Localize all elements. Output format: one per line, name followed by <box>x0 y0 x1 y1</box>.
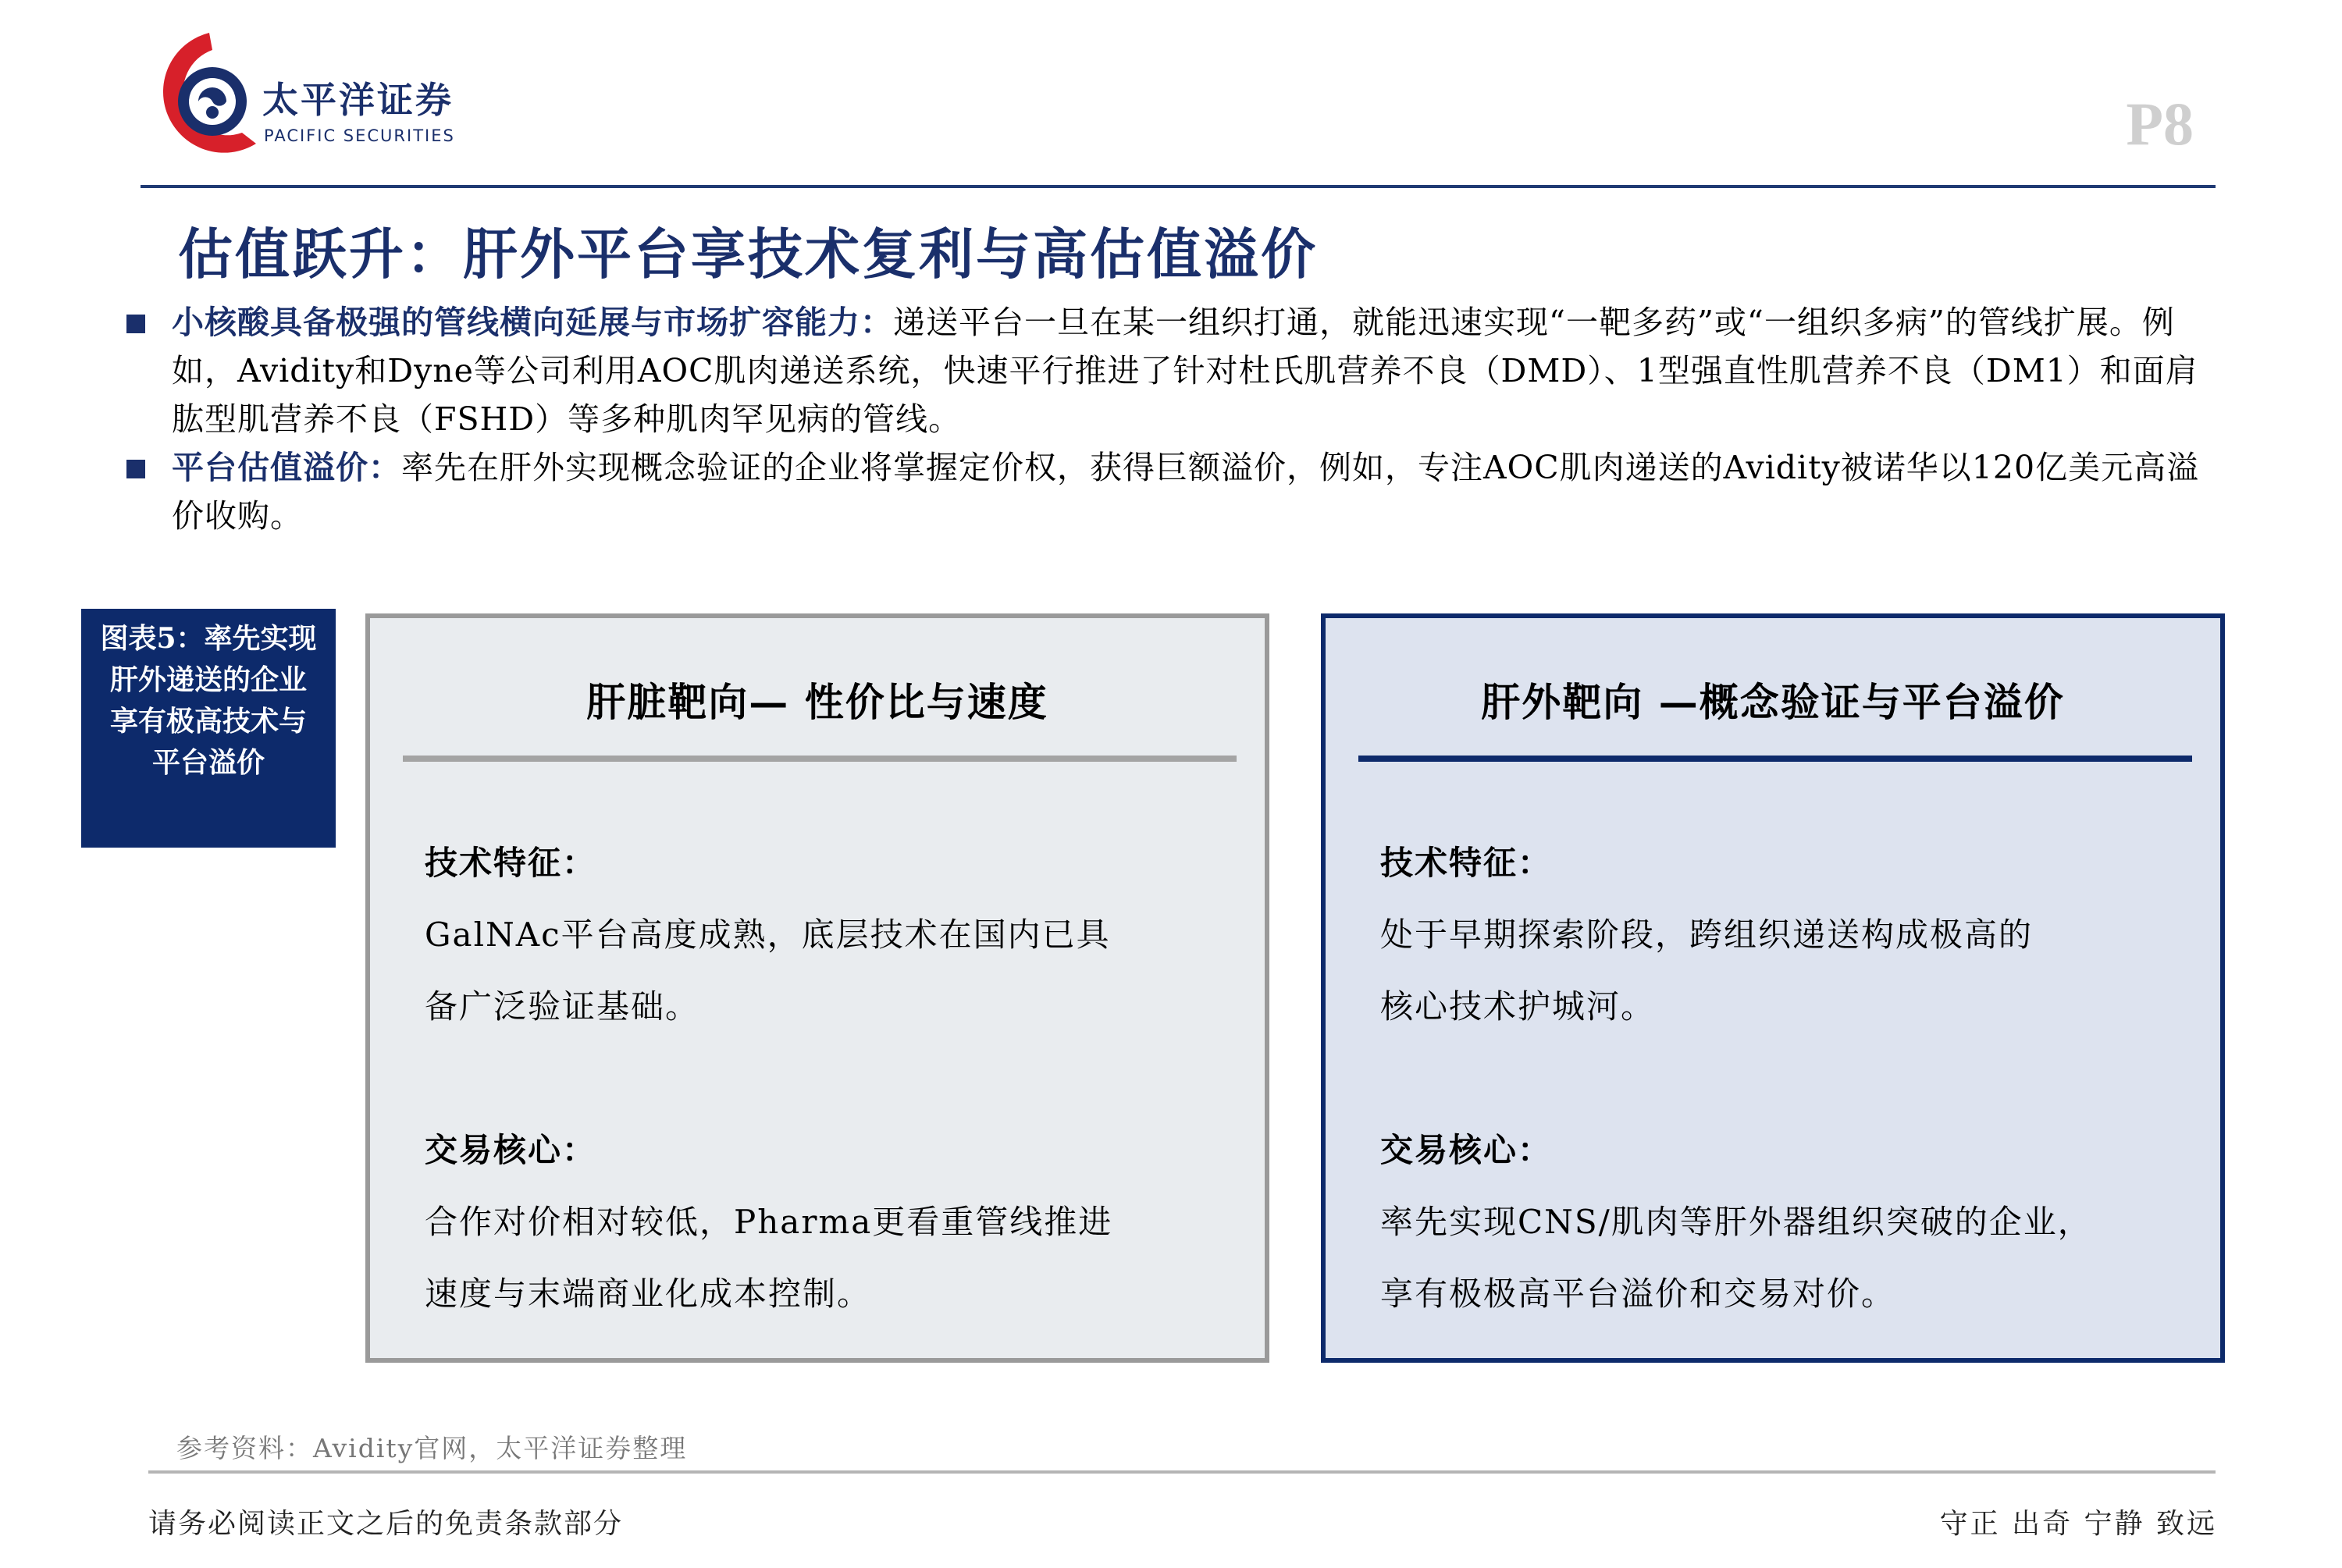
square-bullet-icon <box>126 460 145 478</box>
bullet-lead: 小核酸具备极强的管线横向延展与市场扩容能力： <box>172 304 893 341</box>
deal-core-line: 速度与末端商业化成本控制。 <box>425 1275 872 1313</box>
company-motto: 守正 出奇 宁静 致远 <box>1939 1508 2217 1540</box>
panel-body <box>425 827 1233 1330</box>
panel-heading: 肝脏靶向— 性价比与速度 <box>586 679 1048 725</box>
company-logo <box>147 27 475 175</box>
panel-divider <box>403 756 1237 762</box>
bullet-list <box>125 298 2201 540</box>
deal-core-title: 交易核心： <box>1380 1131 1553 1169</box>
logo-english-name: PACIFIC SECURITIES <box>264 126 455 145</box>
footer-divider <box>148 1470 2216 1474</box>
header-divider <box>141 185 2216 188</box>
deal-core-title: 交易核心： <box>425 1131 597 1169</box>
bullet-text: 率先在肝外实现概念验证的企业将掌握定价权，获得巨额溢价，例如，专注AOC肌肉递送的Avidity被诺华以120亿美元高溢价收购。 <box>172 449 2200 535</box>
panel-divider <box>1358 756 2192 762</box>
disclaimer-text: 请务必阅读正文之后的免责条款部分 <box>148 1508 624 1540</box>
source-note: 参考资料：Avidity官网，太平洋证券整理 <box>176 1433 688 1463</box>
panel-heading: 肝外靶向 —概念验证与平台溢价 <box>1481 679 2065 725</box>
bullet-text: 递送平台一旦在某一组织打通，就能迅速实现“一靶多药”或“一组织多病”的管线扩展。例如，Avidity和Dyne等公司利用AOC肌肉递送系统，快速平行推进了针对杜氏肌营养不良（DMD）、1型强直性肌营养不良（DM1）和面肩肱型肌营养不良（FSHD）等多种肌肉罕见病的管线。 <box>172 304 2198 438</box>
extrahepatic-targeting-panel <box>1321 613 2225 1363</box>
liver-targeting-panel <box>365 613 1269 1363</box>
tech-feature-title: 技术特征： <box>1380 844 1553 882</box>
deal-core-line: 享有极极高平台溢价和交易对价。 <box>1380 1275 1896 1313</box>
page-title: 估值跃升：肝外平台享技术复利与高估值溢价 <box>178 222 1318 286</box>
logo-chinese-name: 太平洋证券 <box>262 79 454 121</box>
tech-feature-line: 备广泛验证基础。 <box>425 987 700 1026</box>
square-bullet-icon <box>126 315 145 333</box>
panel-body <box>1380 827 2189 1330</box>
deal-core-line: 合作对价相对较低，Pharma更看重管线推进 <box>425 1203 1113 1241</box>
deal-core-line: 率先实现CNS/肌肉等肝外器组织突破的企业， <box>1380 1203 2092 1241</box>
tech-feature-line: 核心技术护城河。 <box>1380 987 1656 1026</box>
bullet-lead: 平台估值溢价： <box>172 449 401 486</box>
tech-feature-line: 处于早期探索阶段，跨组织递送构成极高的 <box>1380 916 2034 954</box>
tech-feature-line: GalNAc平台高度成熟，底层技术在国内已具 <box>425 916 1111 954</box>
tech-feature-title: 技术特征： <box>425 844 597 882</box>
bullet-item-pipeline <box>125 298 2201 443</box>
bullet-item-valuation <box>125 443 2201 540</box>
pacific-securities-logo-icon <box>147 27 264 167</box>
figure-label: 图表5：率先实现肝外递送的企业享有极高技术与平台溢价 <box>81 609 336 848</box>
page-number: P8 <box>2126 90 2194 158</box>
